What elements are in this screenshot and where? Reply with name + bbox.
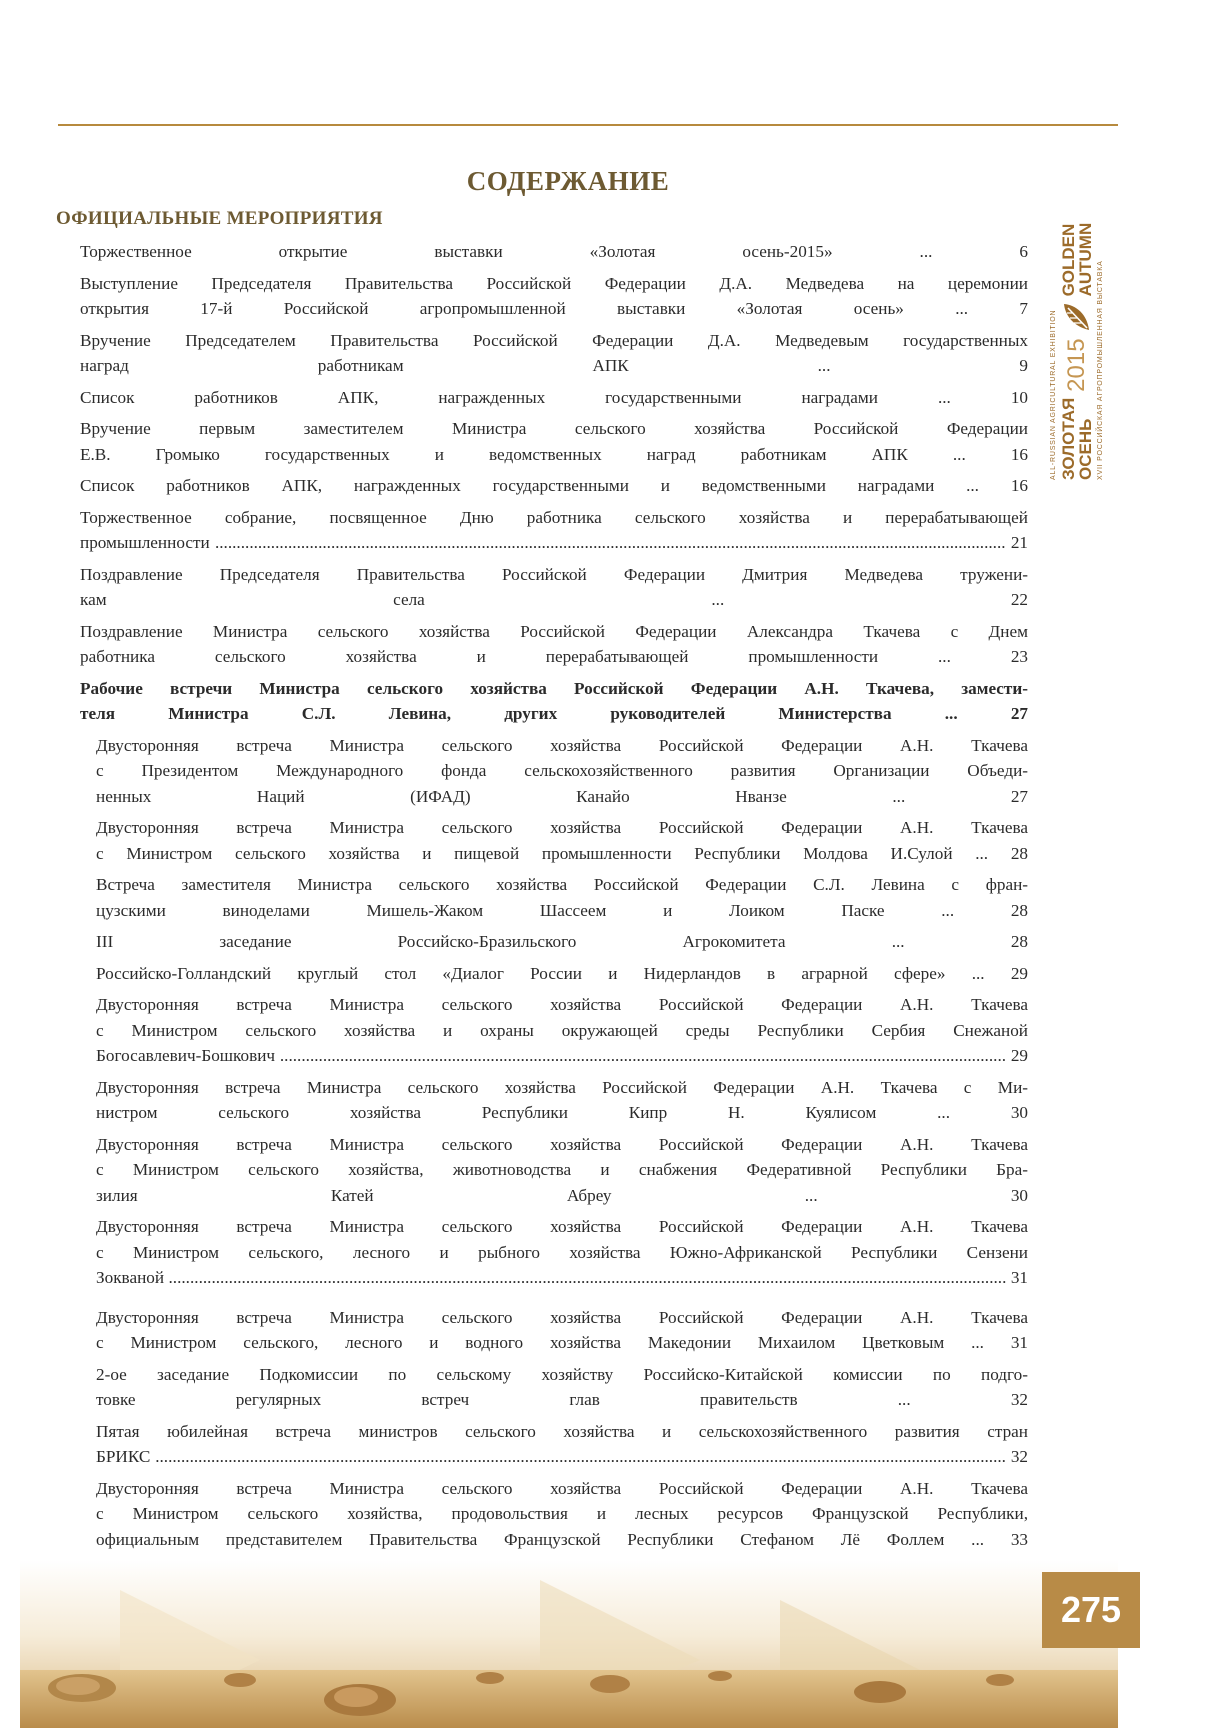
top-rule — [58, 124, 1118, 126]
toc-entry-line: зилия Катей Абреу — [96, 1185, 612, 1205]
toc-entry-line: открытия 17-й Российской агропромышленной выставки «Золотая осень» — [80, 299, 904, 318]
toc-entry — [96, 1132, 1028, 1209]
toc-entry-page: 27 — [1010, 786, 1028, 806]
toc-entry-line: Пятая юбилейная встреча министров сельского хозяйства и сельскохозяйственного развития стран — [96, 1421, 1028, 1441]
toc-entry — [96, 1305, 1028, 1356]
toc-dot-leader: ... — [628, 356, 1020, 375]
toc-entry — [96, 1362, 1028, 1413]
toc-entry-line: с Министром сельского, лесного и водного хозяйства Македонии Михаилом Цветковым — [96, 1333, 945, 1352]
toc-dot-leader: ... — [876, 1103, 1011, 1122]
toc-entry-page: 16 — [1010, 444, 1029, 464]
toc-entry-title — [80, 388, 878, 407]
brand-name-en-1: GOLDEN — [1059, 223, 1078, 297]
toc-entry-line: Двусторонняя встреча Министра сельского хозяйства Российской Федерации А.Н. Ткачева — [96, 818, 1028, 837]
toc-dot-leader: ... — [878, 387, 1011, 407]
toc-entry-line: Поздравление Министра сельского хозяйства Российской Федерации Александра Ткачева с Днем — [80, 621, 1028, 641]
toc-entry-page: 30 — [1010, 1103, 1028, 1122]
toc-dot-leader: ... — [891, 704, 1011, 723]
exhibition-logo — [1050, 140, 1118, 480]
toc-entry-page: 31 — [1010, 1268, 1028, 1287]
toc-entry — [80, 676, 1028, 727]
toc-entry-line: Е.В. Громыко государственных и ведомственных наград работникам АПК — [80, 444, 908, 464]
toc-entry-title — [80, 274, 1028, 319]
toc-entry-title — [96, 818, 1028, 863]
toc-entry-line: Двусторонняя встреча Министра сельского хозяйства Российской Федерации А.Н. Ткачева с Ми- — [96, 1077, 1028, 1097]
toc-entry-line: Российско-Голландский круглый стол «Диалог России и Нидерландов в аграрной сфере» — [96, 963, 946, 983]
toc-entry-title — [96, 964, 945, 983]
toc-dot-leader: ... — [903, 299, 1020, 318]
toc-dot-leader: ... — [907, 444, 1011, 464]
toc-entry-title — [96, 932, 785, 951]
page-title: СОДЕРЖАНИЕ — [466, 166, 670, 196]
toc-entry-page: 9 — [1019, 356, 1029, 375]
toc-entry-line: цузскими виноделами Мишель-Жаком Шассеем и Лоиком Паске — [96, 900, 885, 920]
toc-entry-line: с Министром сельского хозяйства и пищевой промышленности Республики Молдова И.Сулой — [96, 843, 953, 863]
brand-year: 2015 — [1063, 338, 1090, 392]
toc-entry-line: с Президентом Международного фонда сельскохозяйственного развития Организации Объеди- — [96, 761, 1028, 780]
toc-dot-leader: ... — [934, 476, 1011, 495]
brand-name-ru-1: ЗОЛОТАЯ — [1059, 397, 1078, 480]
toc-entry-line: Торжественное собрание, посвященное Дню работника сельского хозяйства и перерабатывающей — [80, 507, 1028, 527]
toc-entry-title — [80, 476, 934, 495]
toc-entry-line: Выступление Председателя Правительства Российской Федерации Д.А. Медведева на церемонии — [80, 273, 1028, 293]
toc-entry-page: 30 — [1010, 1185, 1028, 1205]
toc-entry-line: Список работников АПК, награжденных государственными наградами — [80, 387, 878, 407]
toc-dot-leader: ........................................................................................................................................................................................ — [209, 533, 1011, 552]
toc-entry — [80, 416, 1028, 467]
toc-entry — [96, 929, 1028, 955]
toc-entry — [80, 473, 1028, 499]
toc-entry-line: кам села — [80, 590, 425, 609]
decorative-field-banner — [20, 1560, 1118, 1728]
toc-dot-leader: ................................................................................................................................................................................................... — [164, 1268, 1011, 1287]
toc-entry-line: Двусторонняя встреча Министра сельского хозяйства Российской Федерации А.Н. Ткачева — [96, 1307, 1028, 1327]
toc-dot-leader: ... — [878, 647, 1011, 666]
toc-entry-title — [96, 1308, 1028, 1353]
toc-entry-line: Торжественное открытие выставки «Золотая осень-2015» — [80, 242, 833, 261]
toc-dot-leader: ... — [786, 786, 1011, 806]
toc-dot-leader: ... — [611, 1185, 1011, 1205]
toc-entry-page: 29 — [1010, 963, 1028, 983]
toc-entry — [96, 1419, 1028, 1470]
toc-entry — [80, 239, 1028, 265]
toc-entry-line: наград работникам АПК — [80, 356, 629, 375]
toc-dot-leader: ... — [945, 963, 1011, 983]
toc-entry-title — [96, 1479, 1028, 1549]
leaf-icon — [1062, 302, 1092, 332]
brand-tagline-en: ALL-RUSSIAN AGRICULTURAL EXHIBITION — [1050, 309, 1057, 480]
toc-entry — [96, 733, 1028, 810]
toc-entry-line: с Министром сельского хозяйства и охраны окружающей среды Республики Сербия Снежаной — [96, 1020, 1028, 1040]
toc-entry — [96, 1476, 1028, 1553]
toc-dot-leader: ... — [424, 590, 1011, 609]
toc-dot-leader: ... — [797, 1390, 1011, 1409]
toc-entry-page: 27 — [1010, 704, 1028, 723]
toc-entry-page: 33 — [1010, 1529, 1028, 1549]
toc-entry-page: 22 — [1010, 590, 1028, 609]
toc-entry — [96, 872, 1028, 923]
toc-entry-title — [80, 679, 1028, 724]
toc-entry-line: Двусторонняя встреча Министра сельского хозяйства Российской Федерации А.Н. Ткачева — [96, 1217, 1028, 1236]
toc-entry-title — [80, 242, 833, 261]
toc-entry-line: нистром сельского хозяйства Республики Кипр Н. Куялисом — [96, 1103, 877, 1122]
toc-entry-page: 32 — [1010, 1447, 1028, 1466]
toc-entry-line: работника сельского хозяйства и перерабатывающей промышленности — [80, 647, 879, 666]
toc-entry — [80, 562, 1028, 613]
toc-dot-leader: ... — [944, 1333, 1011, 1352]
toc-entry-line: Вручение первым заместителем Министра сельского хозяйства Российской Федерации — [80, 419, 1028, 438]
toc-dot-leader: ......................................................................................................................................................................... — [275, 1046, 1011, 1065]
toc-entry-line: с Министром сельского хозяйства, животноводства и снабжения Федеративной Республики Бра- — [96, 1160, 1028, 1179]
toc-entry — [80, 619, 1028, 670]
toc-entry-page: 28 — [1010, 932, 1028, 951]
toc-entry-page: 10 — [1010, 387, 1028, 407]
toc-entry-page: 31 — [1010, 1333, 1028, 1352]
brand-name-ru-2: ОСЕНЬ — [1076, 418, 1095, 480]
toc-entry-page: 21 — [1010, 533, 1028, 552]
toc-dot-leader: ... — [832, 242, 1020, 261]
toc-entry-page: 32 — [1010, 1390, 1029, 1409]
toc-entry-line: БРИКС — [96, 1447, 151, 1466]
toc-entry-page: 6 — [1019, 242, 1028, 261]
toc-entry-line: Поздравление Председателя Правительства Российской Федерации Дмитрия Медведева тружени- — [80, 564, 1028, 584]
table-of-contents — [80, 239, 1028, 1558]
toc-entry-page: 7 — [1019, 299, 1029, 318]
toc-entry — [96, 961, 1028, 987]
toc-entry-line: Зокваной — [96, 1268, 165, 1287]
section-heading: ОФИЦИАЛЬНЫЕ МЕРОПРИЯТИЯ — [56, 208, 383, 229]
toc-entry-line: Вручение Председателем Правительства Российской Федерации Д.А. Медведевым государственных — [80, 330, 1028, 350]
toc-dot-leader: ...................................................................................................................................................................................................... — [150, 1447, 1011, 1466]
toc-entry-line: III заседание Российско-Бразильского Агрокомитета — [96, 932, 786, 951]
toc-entry-page: 28 — [1010, 900, 1028, 920]
page-number: 275 — [1042, 1572, 1140, 1648]
toc-entry-line: Двусторонняя встреча Министра сельского хозяйства Российской Федерации А.Н. Ткачева — [96, 1478, 1028, 1498]
toc-entry — [96, 1214, 1028, 1291]
toc-entry-line: официальным представителем Правительства Французской Республики Стефаном Лё Фоллем — [96, 1529, 945, 1549]
toc-entry — [80, 328, 1028, 379]
toc-entry-line: Рабочие встречи Министра сельского хозяйства Российской Федерации А.Н. Ткачева, замести- — [80, 678, 1028, 698]
toc-entry-page: 29 — [1010, 1046, 1028, 1065]
toc-entry — [80, 505, 1028, 556]
hay-field-image — [20, 1560, 1118, 1728]
toc-entry — [96, 992, 1028, 1069]
toc-entry-line: с Министром сельского, лесного и рыбного хозяйства Южно-Африканской Республики Сензени — [96, 1242, 1028, 1262]
brand-name-en-2: AUTUMN — [1076, 222, 1095, 297]
toc-entry-line: Двусторонняя встреча Министра сельского хозяйства Российской Федерации А.Н. Ткачева — [96, 735, 1028, 755]
toc-entry-page: 16 — [1010, 476, 1028, 495]
toc-entry-line: Двусторонняя встреча Министра сельского хозяйства Российской Федерации А.Н. Ткачева — [96, 995, 1028, 1014]
toc-entry — [96, 815, 1028, 866]
toc-entry-page: 23 — [1010, 647, 1029, 666]
toc-entry-line: Встреча заместителя Министра сельского хозяйства Российской Федерации С.Л. Левина с фран- — [96, 875, 1028, 894]
toc-entry — [80, 385, 1028, 411]
toc-entry-line: ненных Наций (ИФАД) Канайо Нванзе — [96, 786, 787, 806]
toc-entry — [80, 271, 1028, 322]
toc-dot-leader: ... — [944, 1529, 1011, 1549]
toc-entry-line: 2-ое заседание Подкомиссии по сельскому хозяйству Российско-Китайской комиссии по подго- — [96, 1364, 1028, 1384]
toc-entry-line: промышленности — [80, 533, 210, 552]
toc-entry-title — [80, 419, 1028, 464]
toc-dot-leader: ... — [785, 932, 1011, 951]
toc-entry-line: с Министром сельского хозяйства, продовольствия и лесных ресурсов Французской Республики, — [96, 1504, 1028, 1523]
toc-entry-line: товке регулярных встреч глав правительств — [96, 1390, 798, 1409]
brand-tagline-ru: XVII РОССИЙСКАЯ АГРОПРОМЫШЛЕННАЯ ВЫСТАВКА — [1097, 260, 1104, 480]
toc-dot-leader: ... — [952, 843, 1011, 863]
toc-entry-page: 28 — [1010, 843, 1028, 863]
toc-entry-line: Богосавлевич-Бошкович — [96, 1046, 276, 1065]
toc-dot-leader: ... — [884, 900, 1011, 920]
toc-entry-line: Список работников АПК, награжденных государственными и ведомственными наградами — [80, 476, 935, 495]
toc-entry-line: теля Министра С.Л. Левина, других руководителей Министерства — [80, 704, 892, 723]
toc-entry — [96, 1075, 1028, 1126]
toc-entry-line: Двусторонняя встреча Министра сельского хозяйства Российской Федерации А.Н. Ткачева — [96, 1134, 1028, 1154]
